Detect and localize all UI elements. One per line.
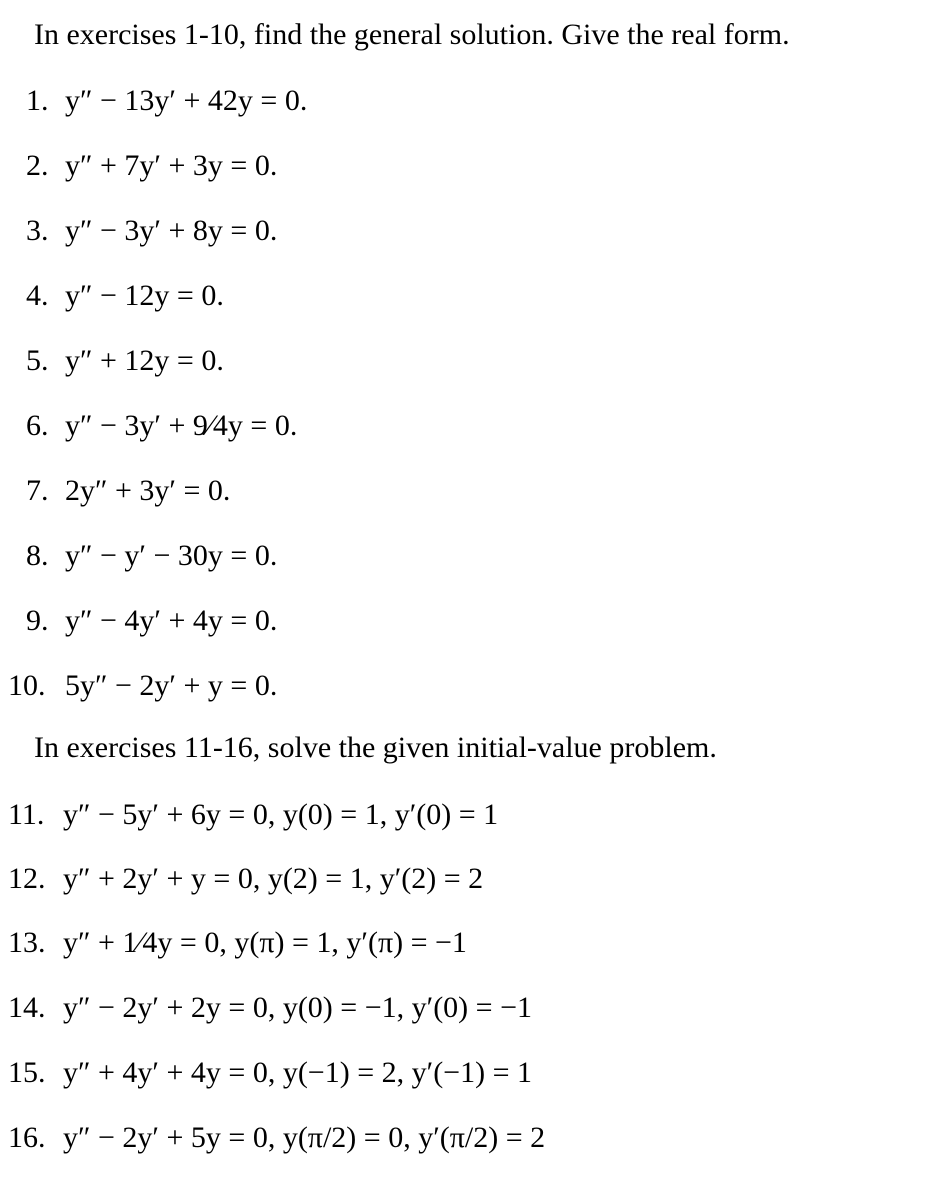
- exercise-equation: y″ − 5y′ + 6y = 0, y(0) = 1, y′(0) = 1: [63, 798, 499, 831]
- exercise-item: [0, 341, 948, 381]
- exercise-equation: 2y″ + 3y′ = 0.: [65, 474, 231, 507]
- exercise-number: 9.: [26, 604, 49, 637]
- exercise-item: [0, 666, 948, 706]
- exercise-item: [0, 601, 948, 641]
- exercise-number: 15.: [8, 1056, 46, 1089]
- exercise-item: [0, 406, 948, 446]
- exercise-item: [0, 81, 948, 121]
- exercise-equation: y″ − 3y′ + 8y = 0.: [65, 214, 278, 247]
- section-heading-general-solution: In exercises 1-10, find the general solution. Give the real form.: [34, 18, 790, 51]
- exercise-equation: y″ − 4y′ + 4y = 0.: [65, 604, 278, 637]
- exercise-equation: y″ + 2y′ + y = 0, y(2) = 1, y′(2) = 2: [63, 862, 484, 895]
- exercise-number: 11.: [8, 798, 45, 831]
- exercise-item: [0, 988, 948, 1028]
- exercise-number: 6.: [26, 409, 49, 442]
- exercise-equation: y″ + 1⁄4y = 0, y(π) = 1, y′(π) = −1: [63, 926, 467, 959]
- exercise-number: 3.: [26, 214, 49, 247]
- exercise-number: 7.: [26, 474, 49, 507]
- exercise-number: 12.: [8, 862, 46, 895]
- exercise-equation: y″ + 7y′ + 3y = 0.: [65, 149, 278, 182]
- exercise-item: [0, 795, 948, 835]
- exercise-equation: y″ − 2y′ + 5y = 0, y(π/2) = 0, y′(π/2) = 2: [63, 1121, 546, 1154]
- exercise-number: 8.: [26, 539, 49, 572]
- exercise-equation: y″ + 4y′ + 4y = 0, y(−1) = 2, y′(−1) = 1: [63, 1056, 533, 1089]
- exercise-equation: y″ − 13y′ + 42y = 0.: [65, 84, 308, 117]
- exercise-item: [0, 471, 948, 511]
- exercise-number: 10.: [8, 669, 46, 702]
- exercise-equation: y″ + 12y = 0.: [65, 344, 224, 377]
- section-heading-initial-value: In exercises 11-16, solve the given initial-value problem.: [34, 731, 717, 764]
- exercise-item: [0, 1053, 948, 1093]
- exercise-equation: 5y″ − 2y′ + y = 0.: [65, 669, 278, 702]
- exercise-number: 2.: [26, 149, 49, 182]
- exercise-item: [0, 923, 948, 963]
- exercise-number: 14.: [8, 991, 46, 1024]
- exercise-item: [0, 536, 948, 576]
- exercise-item: [0, 211, 948, 251]
- exercise-number: 16.: [8, 1121, 46, 1154]
- exercise-item: [0, 276, 948, 316]
- exercise-number: 4.: [26, 279, 49, 312]
- exercise-equation: y″ − 12y = 0.: [65, 279, 224, 312]
- exercise-equation: y″ − 2y′ + 2y = 0, y(0) = −1, y′(0) = −1: [63, 991, 533, 1024]
- exercise-equation: y″ − 3y′ + 9⁄4y = 0.: [65, 409, 298, 442]
- exercise-equation: y″ − y′ − 30y = 0.: [65, 539, 278, 572]
- exercise-number: 1.: [26, 84, 49, 117]
- exercise-item: [0, 1118, 948, 1158]
- exercise-item: [0, 146, 948, 186]
- exercise-number: 13.: [8, 926, 46, 959]
- exercise-item: [0, 859, 948, 899]
- exercise-number: 5.: [26, 344, 49, 377]
